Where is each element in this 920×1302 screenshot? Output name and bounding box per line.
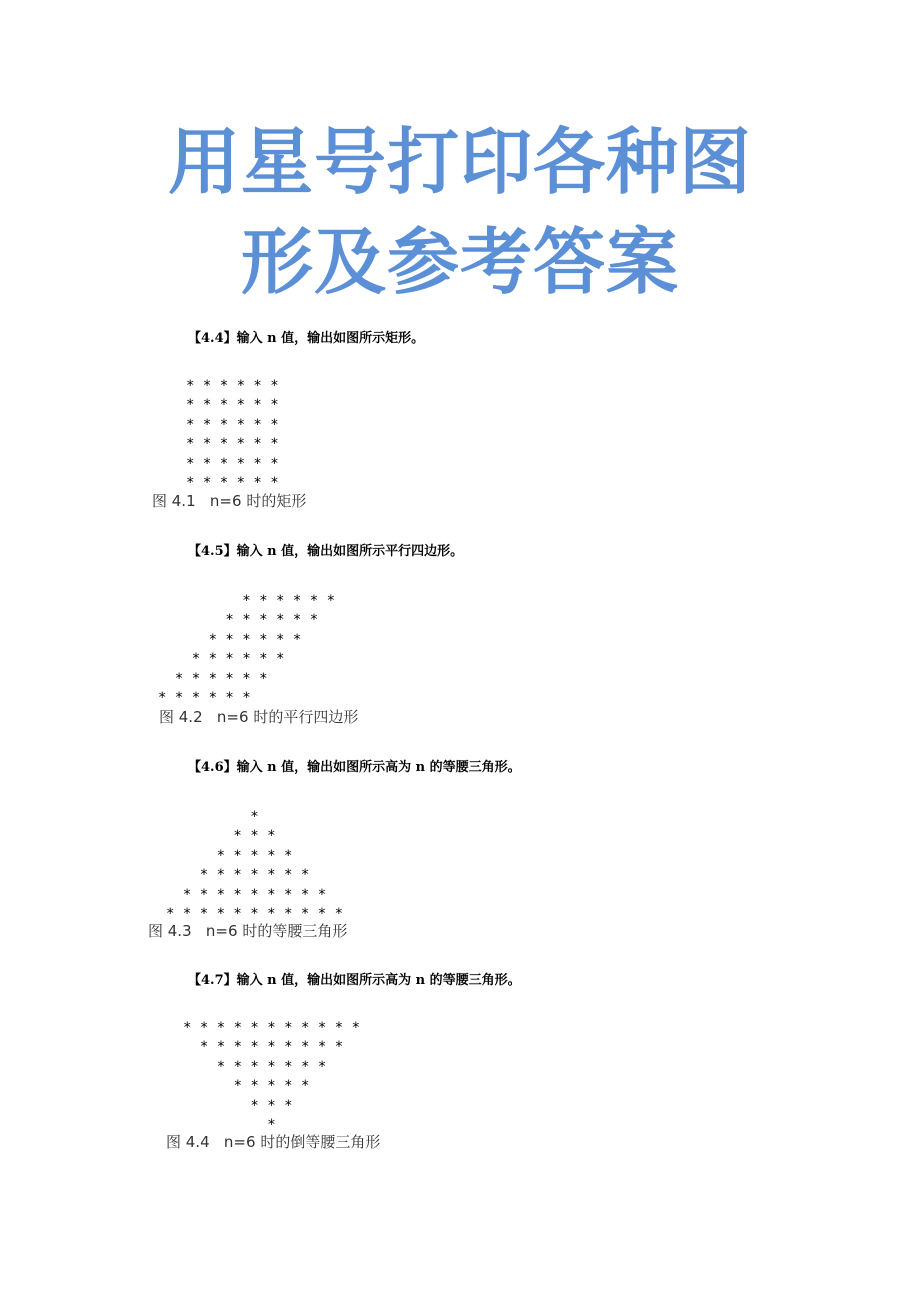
figure-caption-4-3: 图 4.3 n=6 时的等腰三角形 xyxy=(148,922,348,940)
document-title-line-2: 形及参考答案 xyxy=(240,220,679,304)
document-title-line-1: 用星号打印各种图 xyxy=(167,120,752,204)
figure-caption-4-1: 图 4.1 n=6 时的矩形 xyxy=(152,492,307,510)
inverted-triangle-pattern: * * * * * * * * * * * * * * * * * * * * * * * * * * * * * * * * * * * * xyxy=(183,1020,361,1134)
parallelogram-pattern: * * * * * * * * * * * * * * * * * * * * * * * * * * * * * * * * * * * * xyxy=(158,593,336,707)
isosceles-triangle-pattern: * * * * * * * * * * * * * * * * * * * * * * * * * * * * * * * * * * * * xyxy=(166,809,344,923)
problem-4-6: 【4.6】输入 n 值，输出如图所示高为 n 的等腰三角形。 xyxy=(188,760,521,775)
problem-4-4: 【4.4】输入 n 值，输出如图所示矩形。 xyxy=(188,331,425,346)
problem-4-5: 【4.5】输入 n 值，输出如图所示平行四边形。 xyxy=(188,544,464,559)
figure-caption-4-2: 图 4.2 n=6 时的平行四边形 xyxy=(159,708,359,726)
problem-4-7: 【4.7】输入 n 值，输出如图所示高为 n 的等腰三角形。 xyxy=(188,973,521,988)
figure-caption-4-4: 图 4.4 n=6 时的倒等腰三角形 xyxy=(166,1133,381,1151)
rectangle-pattern: * * * * * * * * * * * * * * * * * * * * * * * * * * * * * * * * * * * * xyxy=(186,378,279,492)
